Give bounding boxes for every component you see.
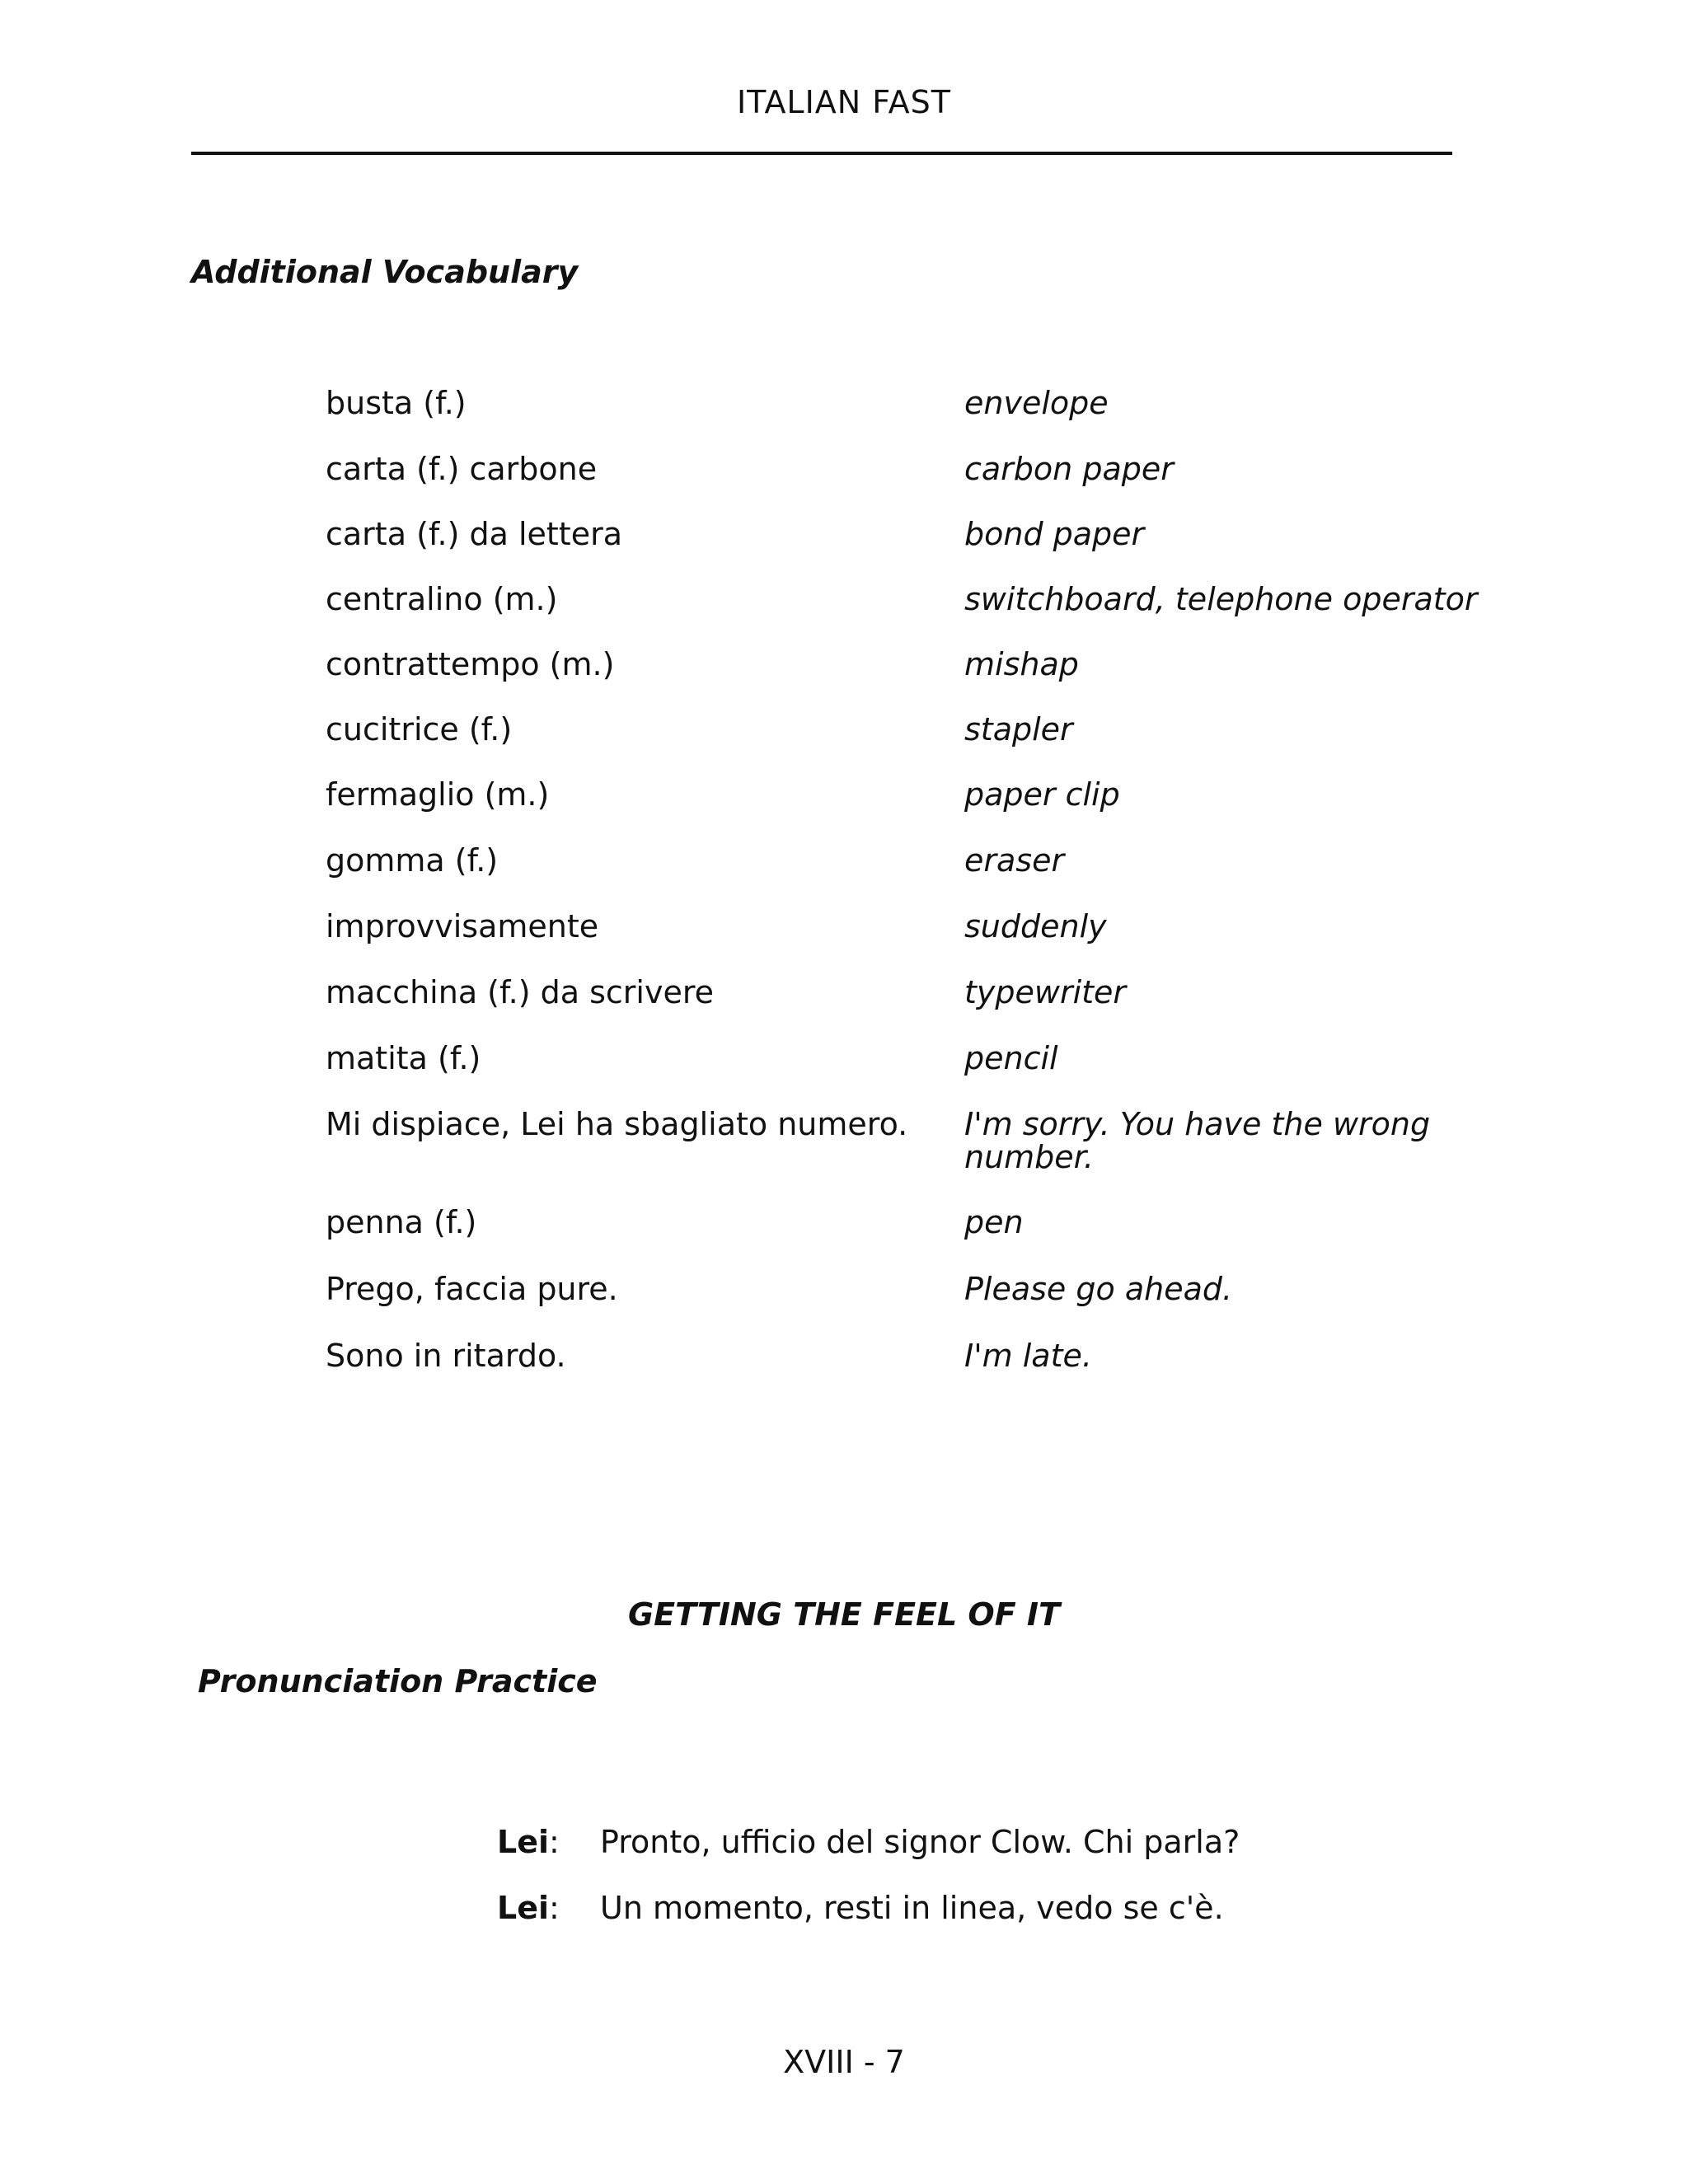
vocab-english: suddenly [964, 908, 1107, 944]
dialogue-line [497, 1821, 1568, 1887]
vocab-english: paper clip [964, 776, 1120, 813]
vocab-row [326, 973, 1496, 1039]
vocab-english: bond paper [964, 516, 1145, 552]
vocab-english: I'm late. [964, 1338, 1092, 1374]
additional-vocabulary-heading: Additional Vocabulary [191, 254, 579, 290]
getting-the-feel-heading: GETTING THE FEEL OF IT [627, 1596, 1060, 1633]
vocab-italian: busta (f.) [326, 385, 467, 421]
page-number: XVIII - 7 [783, 2044, 905, 2080]
vocab-italian: improvvisamente [326, 908, 599, 944]
vocab-italian: Sono in ritardo. [326, 1338, 566, 1374]
vocab-row [326, 841, 1496, 907]
vocab-row [326, 1105, 1496, 1203]
vocab-row [326, 1270, 1496, 1337]
vocab-row [326, 580, 1496, 645]
pronunciation-practice-heading: Pronunciation Practice [198, 1663, 598, 1699]
dialogue-line [497, 1887, 1568, 1953]
vocab-row [326, 1337, 1496, 1403]
vocab-row [326, 1203, 1496, 1270]
vocab-italian: carta (f.) da lettera [326, 516, 622, 552]
vocab-italian: fermaglio (m.) [326, 776, 550, 813]
vocab-english: I'm sorry. You have the wrong number. [964, 1106, 1431, 1175]
vocab-english: carbon paper [964, 451, 1174, 487]
vocab-english: Please go ahead. [964, 1271, 1233, 1307]
dialogue-text: Un momento, resti in linea, vedo se c'è. [600, 1890, 1224, 1926]
vocab-row [326, 515, 1496, 580]
vocab-italian: centralino (m.) [326, 581, 558, 617]
vocab-row [326, 1039, 1496, 1105]
vocab-row [326, 907, 1496, 973]
vocab-english: envelope [964, 385, 1109, 421]
speaker-label: Lei: [497, 1890, 560, 1926]
vocab-row [326, 384, 1496, 450]
vocab-italian: gomma (f.) [326, 842, 499, 879]
speaker-name: Lei [497, 1890, 550, 1926]
speaker-name: Lei [497, 1824, 550, 1860]
vocab-italian: cucitrice (f.) [326, 711, 513, 748]
vocab-italian: Mi dispiace, Lei ha sbagliato numero. [326, 1106, 908, 1142]
vocab-row [326, 645, 1496, 710]
vocab-row [326, 710, 1496, 776]
header-divider [191, 152, 1452, 155]
vocab-row [326, 776, 1496, 841]
vocab-italian: contrattempo (m.) [326, 646, 615, 682]
vocab-italian: penna (f.) [326, 1204, 477, 1240]
vocab-english: stapler [964, 711, 1073, 748]
dialogue-text: Pronto, ufficio del signor Clow. Chi parla? [600, 1824, 1240, 1860]
pronunciation-dialogue [497, 1821, 1568, 1953]
vocabulary-list [326, 384, 1496, 1403]
vocab-row [326, 450, 1496, 515]
vocab-english: eraser [964, 842, 1065, 879]
vocab-italian: carta (f.) carbone [326, 451, 598, 487]
vocab-english: mishap [964, 646, 1079, 682]
vocab-italian: macchina (f.) da scrivere [326, 974, 714, 1010]
speaker-label: Lei: [497, 1824, 560, 1860]
vocab-italian: matita (f.) [326, 1040, 481, 1076]
page-header-title: ITALIAN FAST [736, 84, 952, 120]
vocab-italian: Prego, faccia pure. [326, 1271, 618, 1307]
vocab-english: typewriter [964, 974, 1127, 1010]
vocab-english: pencil [964, 1040, 1058, 1076]
vocab-english: pen [964, 1204, 1024, 1240]
vocab-english: switchboard, telephone operator [964, 581, 1478, 617]
